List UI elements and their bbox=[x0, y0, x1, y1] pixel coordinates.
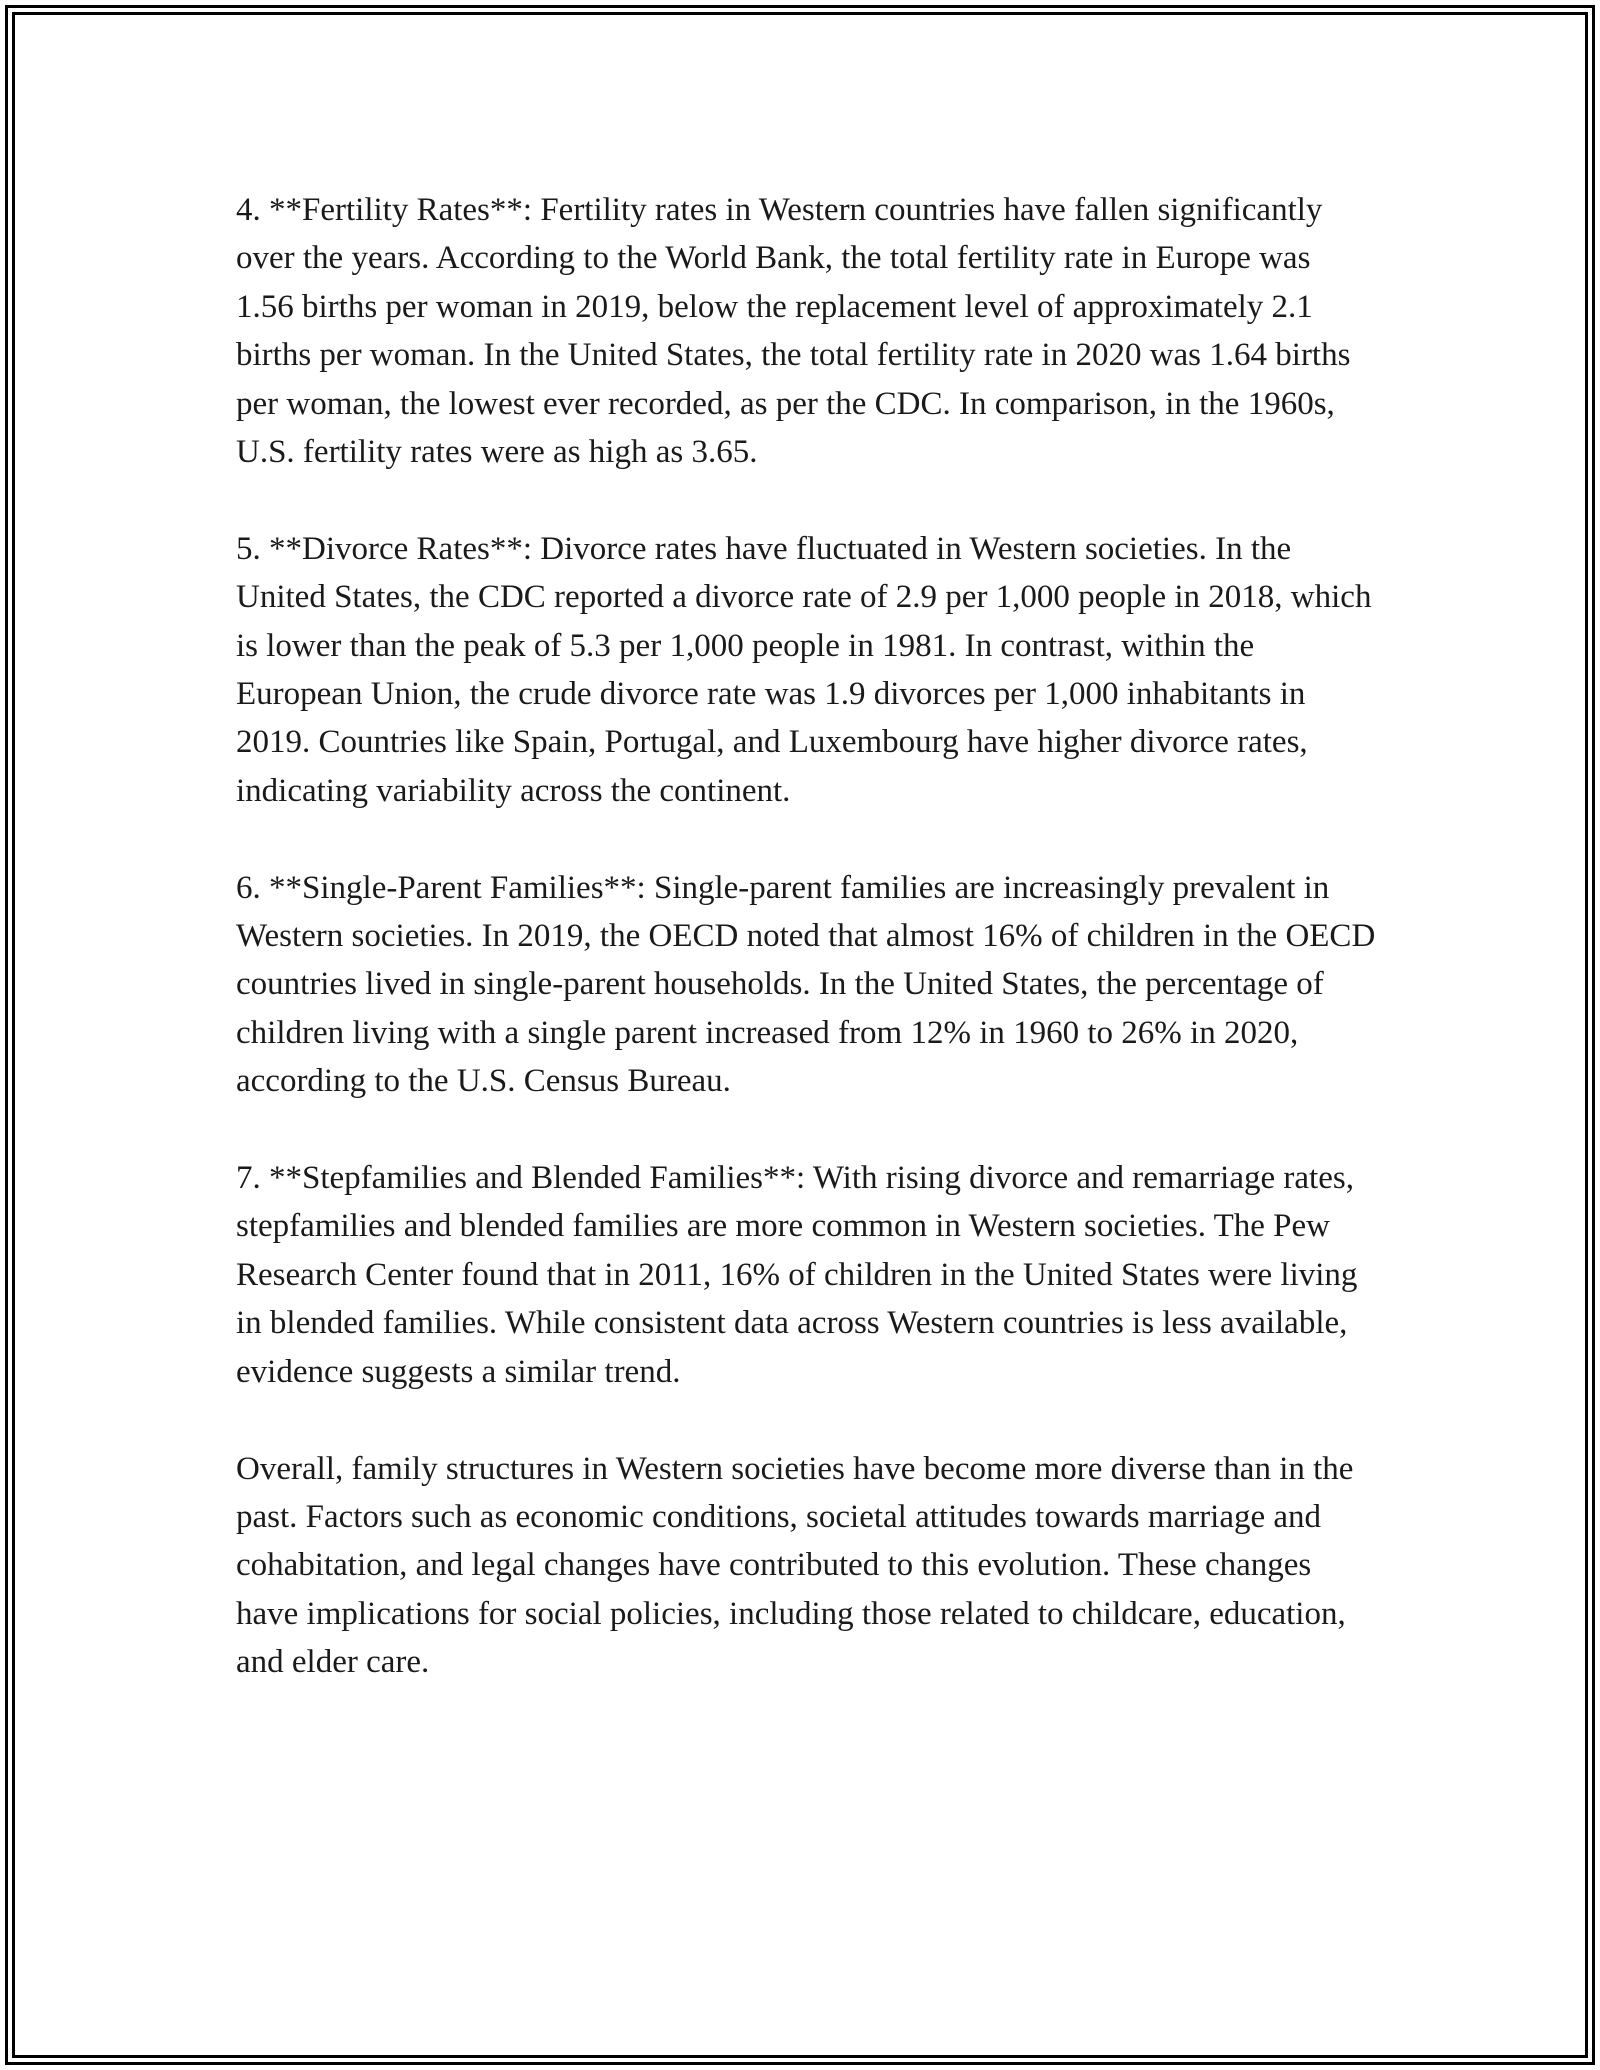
paragraph-single-parent-families: 6. **Single-Parent Families**: Single-parent families are increasingly prevalent in Western societies. In 2019, the OECD noted that almost 16% of children in the OECD countries lived in single-parent households. In the United States, the percentage of children living with a single parent increased from 12% in 1960 to 26% in 2020, according to the U.S. Census Bureau. bbox=[236, 869, 1376, 1100]
paragraph-overall-conclusion: Overall, family structures in Western societies have become more diverse than in the past. Factors such as economic conditions, societal attitudes towards marriage and cohabitation, and legal changes have contributed to this evolution. These changes have implications for social policies, including those related to childcare, education, and elder care. bbox=[236, 1450, 1354, 1681]
paragraph-stepfamilies: 7. **Stepfamilies and Blended Families**: With rising divorce and remarriage rates, stepfamilies and blended families are more common in Western societies. The Pew Research Center found that in 2011, 16% of children in the United States were living in blended families. While consistent data across Western countries is less available, evidence suggests a similar trend. bbox=[236, 1160, 1358, 1390]
paragraph-fertility-rates: 4. **Fertility Rates**: Fertility rates in Western countries have fallen significantly over the years. According to the World Bank, the total fertility rate in Europe was 1.56 births per woman in 2019, below the replacement level of approximately 2.1 births per woman. In the United States, the total fertility rate in 2020 was 1.64 births per woman, the lowest ever recorded, as per the CDC. In comparison, in the 1960s, U.S. fertility rates were as high as 3.65. bbox=[236, 192, 1351, 471]
document-body bbox=[236, 186, 1376, 1735]
paragraph-divorce-rates: 5. **Divorce Rates**: Divorce rates have fluctuated in Western societies. In the United States, the CDC reported a divorce rate of 2.9 per 1,000 people in 2018, which is lower than the peak of 5.3 per 1,000 people in 1981. In contrast, within the European Union, the crude divorce rate was 1.9 divorces per 1,000 inhabitants in 2019. Countries like Spain, Portugal, and Luxembourg have higher divorce rates, indicating variability across the continent. bbox=[236, 530, 1372, 809]
